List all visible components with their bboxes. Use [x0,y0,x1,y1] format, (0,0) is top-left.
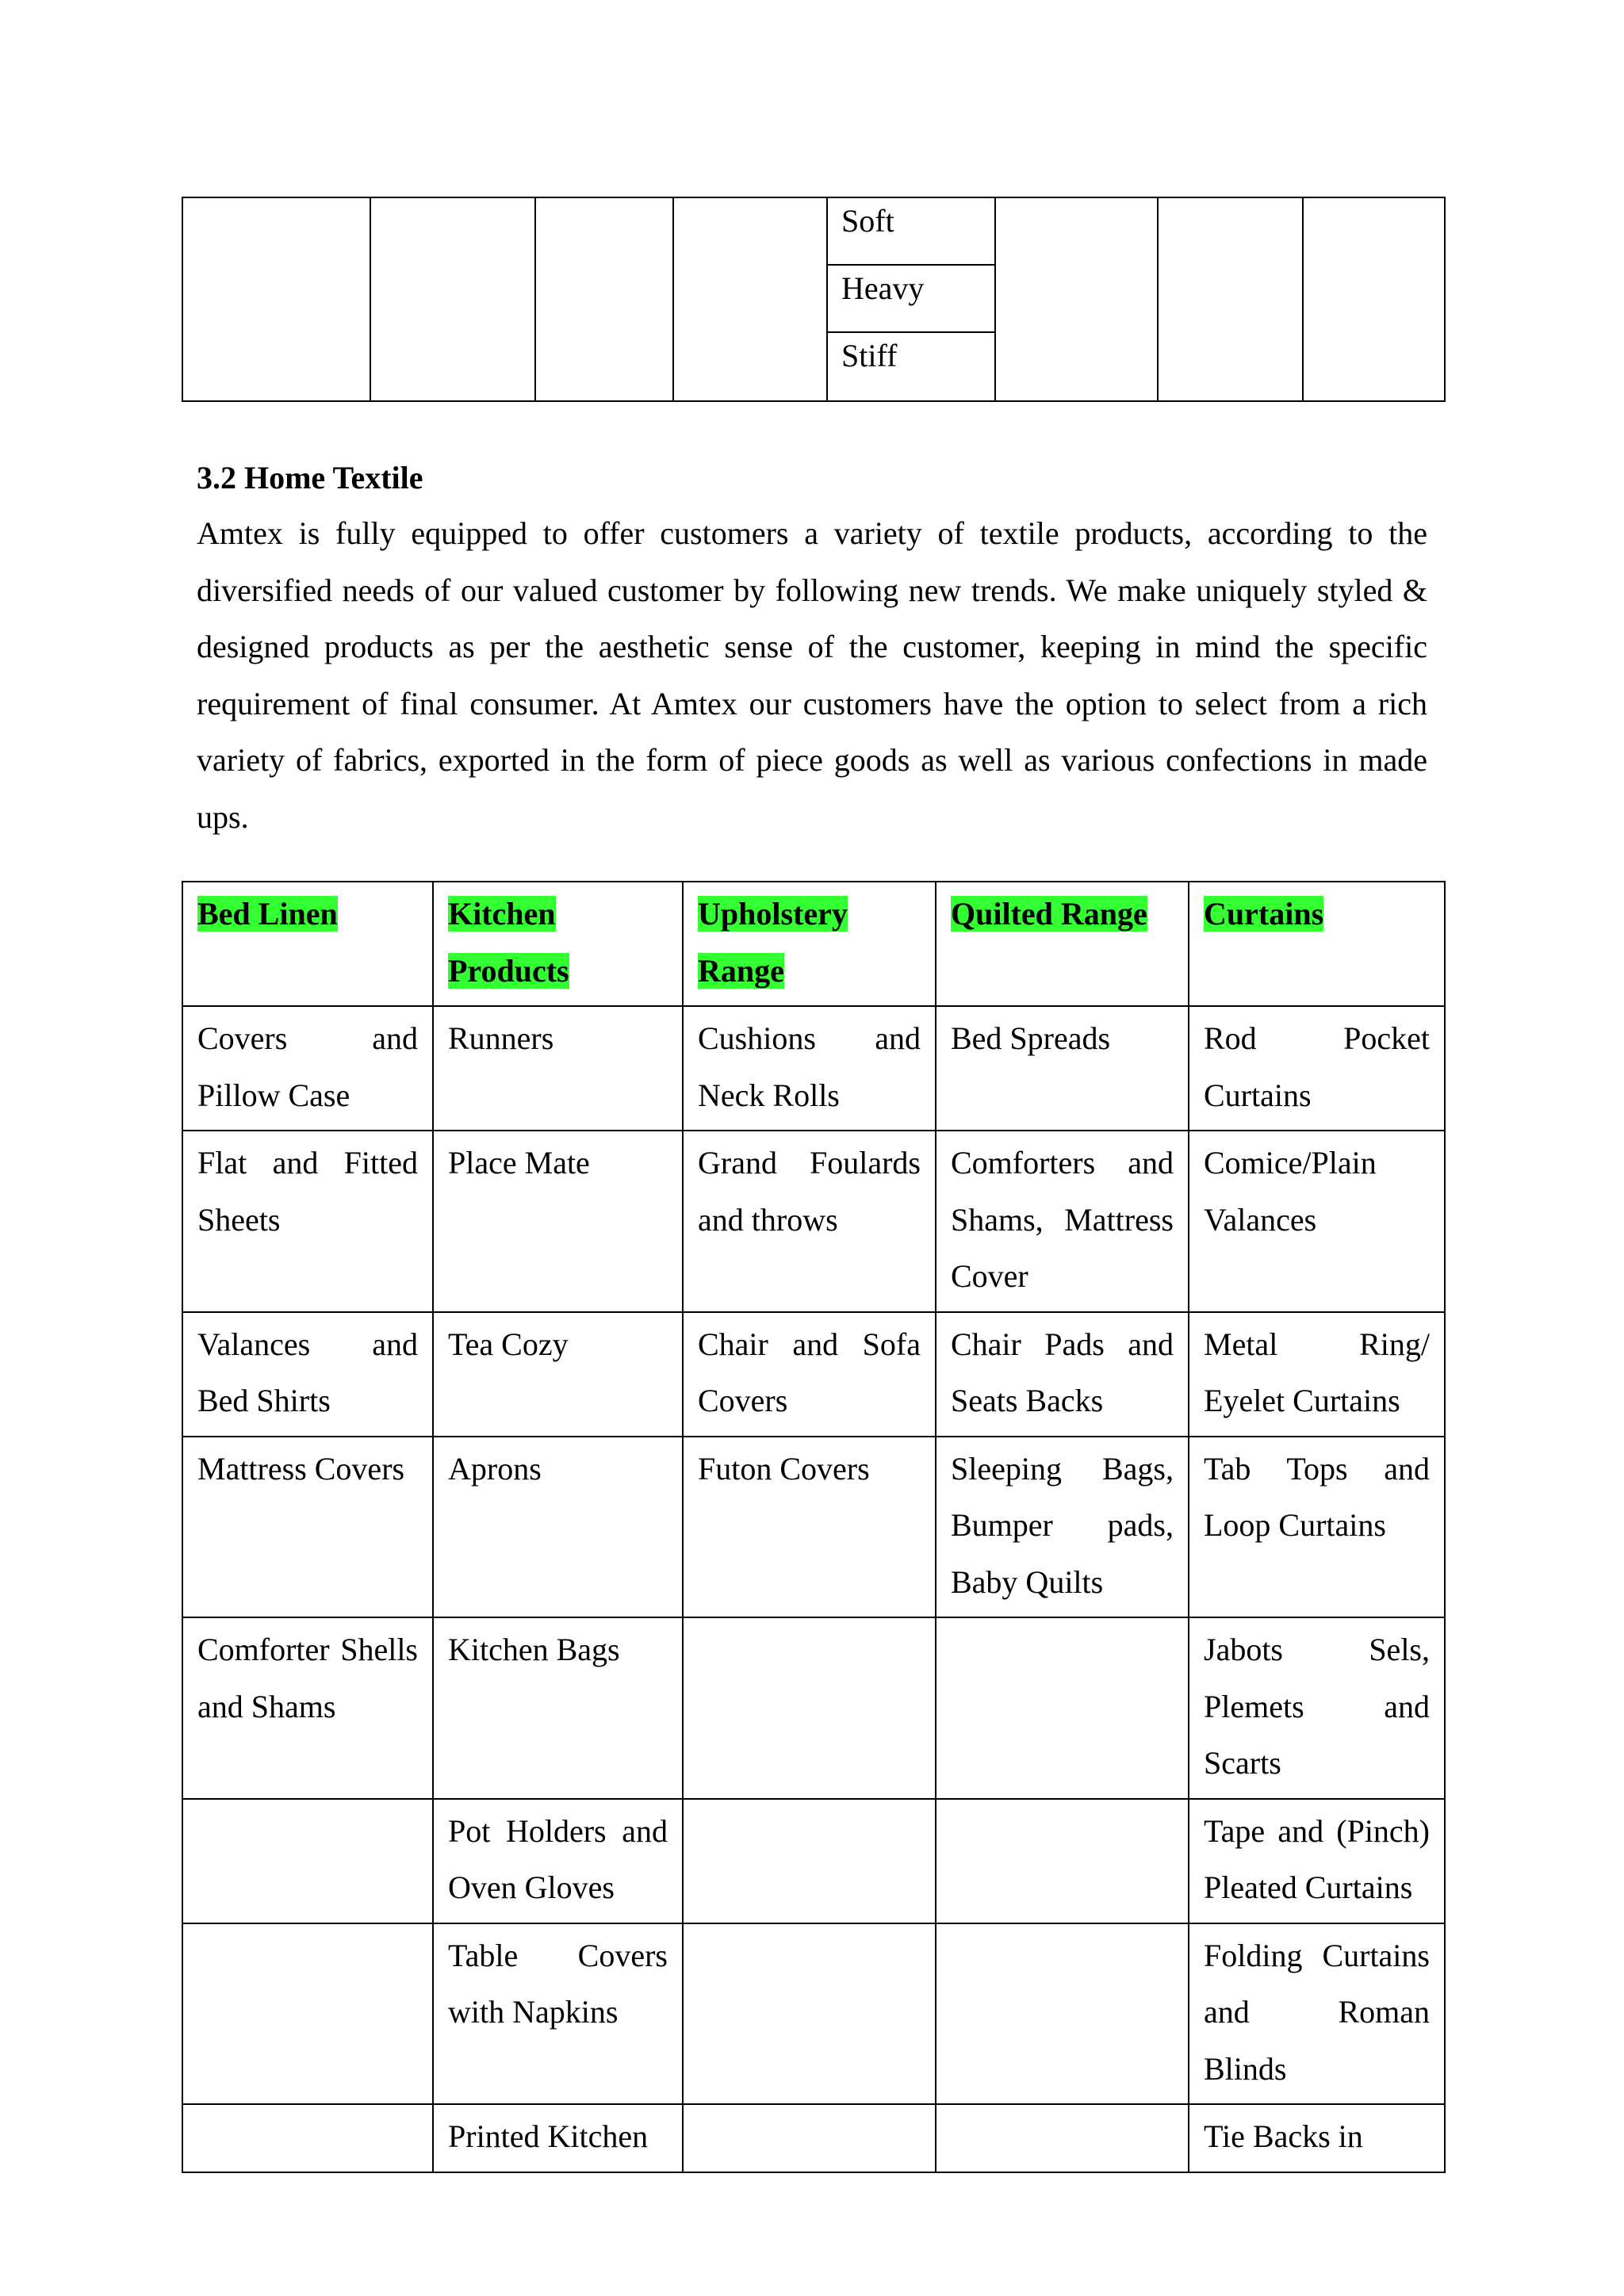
table-cell: Tape and (Pinch) Pleated Curtains [1189,1799,1445,1923]
table-cell: Comice/Plain Valances [1189,1131,1445,1312]
table-cell: Bed Spreads [936,1006,1189,1131]
table-cell: Pot Holders and Oven Gloves [433,1799,683,1923]
table-cell: Jabots Sels, Plemets and Scarts [1189,1617,1445,1799]
table-row [182,1799,1445,1923]
table-cell: Flat and Fitted Sheets [182,1131,433,1312]
table-cell: Valances and Bed Shirts [182,1312,433,1437]
table-cell [936,1923,1189,2105]
table-cell: Chair Pads and Seats Backs [936,1312,1189,1437]
table-cell [936,2104,1189,2172]
table-cell: Mattress Covers [182,1437,433,1618]
table-cell: Grand Foulards and throws [683,1131,936,1312]
table-cell: Comforter Shells and Shams [182,1617,433,1799]
stiffness-option-heavy: Heavy [828,266,994,333]
table-cell: Metal Ring/ Eyelet Curtains [1189,1312,1445,1437]
table-cell: Rod Pocket Curtains [1189,1006,1445,1131]
table-cell [683,1923,936,2105]
table-cell: Covers and Pillow Case [182,1006,433,1131]
table-cell [1303,197,1445,401]
table-row [182,1437,1445,1618]
table-cell [936,1617,1189,1799]
stiffness-option-soft: Soft [828,198,994,266]
home-textile-product-table [182,881,1446,2173]
table-row [182,1006,1445,1131]
table-cell: Runners [433,1006,683,1131]
header-label: Curtains [1204,896,1324,932]
table-row [182,197,1445,401]
table-cell: Folding Curtains and Roman Blinds [1189,1923,1445,2105]
table-cell: Futon Covers [683,1437,936,1618]
table-cell [683,2104,936,2172]
table-cell: Tie Backs in [1189,2104,1445,2172]
table-cell [535,197,673,401]
table-row [182,1131,1445,1312]
header-label: Upholstery Range [698,896,848,989]
header-label: Bed Linen [197,896,338,932]
table-cell: Cushions and Neck Rolls [683,1006,936,1131]
section-paragraph: Amtex is fully equipped to offer customers a variety of textile products, according to the diversified needs of our valued customer by following new trends. We make uniquely styled & designed products as per the aesthetic sense of the customer, keeping in mind the specific requirement of final consumer. At Amtex our customers have the option to select from a rich variety of fabrics, exported in the form of piece goods as well as various confections in made ups. [197,515,1427,835]
header-label: Quilted Range [951,896,1147,932]
table-cell: Kitchen Bags [433,1617,683,1799]
table-cell [1158,197,1303,401]
table-cell: Comforters and Shams, Mattress Cover [936,1131,1189,1312]
table-row [182,1312,1445,1437]
header-quilted-range [936,882,1189,1006]
stiffness-option-stiff: Stiff [841,338,898,373]
table-cell: Sleeping Bags, Bumper pads, Baby Quilts [936,1437,1189,1618]
header-label: Kitchen Products [448,896,569,989]
table-cell: Chair and Sofa Covers [683,1312,936,1437]
table-cell [182,197,370,401]
table-row [182,1617,1445,1799]
table-cell [683,1617,936,1799]
table-cell: Tea Cozy [433,1312,683,1437]
table-cell: Aprons [433,1437,683,1618]
table-cell [936,1799,1189,1923]
table-header-row [182,882,1445,1006]
header-kitchen-products [433,882,683,1006]
table-cell [182,2104,433,2172]
table-row [182,1923,1445,2105]
table-cell [673,197,827,401]
continued-table [182,197,1446,402]
table-cell [995,197,1158,401]
table-row [182,2104,1445,2172]
header-bed-linen [182,882,433,1006]
table-cell: Printed Kitchen [433,2104,683,2172]
table-cell [182,1799,433,1923]
stiffness-options-cell [827,197,995,401]
table-cell: Place Mate [433,1131,683,1312]
table-cell [182,1923,433,2105]
header-curtains [1189,882,1445,1006]
table-cell: Tab Tops and Loop Curtains [1189,1437,1445,1618]
table-cell [370,197,535,401]
section-heading: 3.2 Home Textile [197,460,423,496]
header-upholstery-range [683,882,936,1006]
table-cell: Table Covers with Napkins [433,1923,683,2105]
table-cell [683,1799,936,1923]
